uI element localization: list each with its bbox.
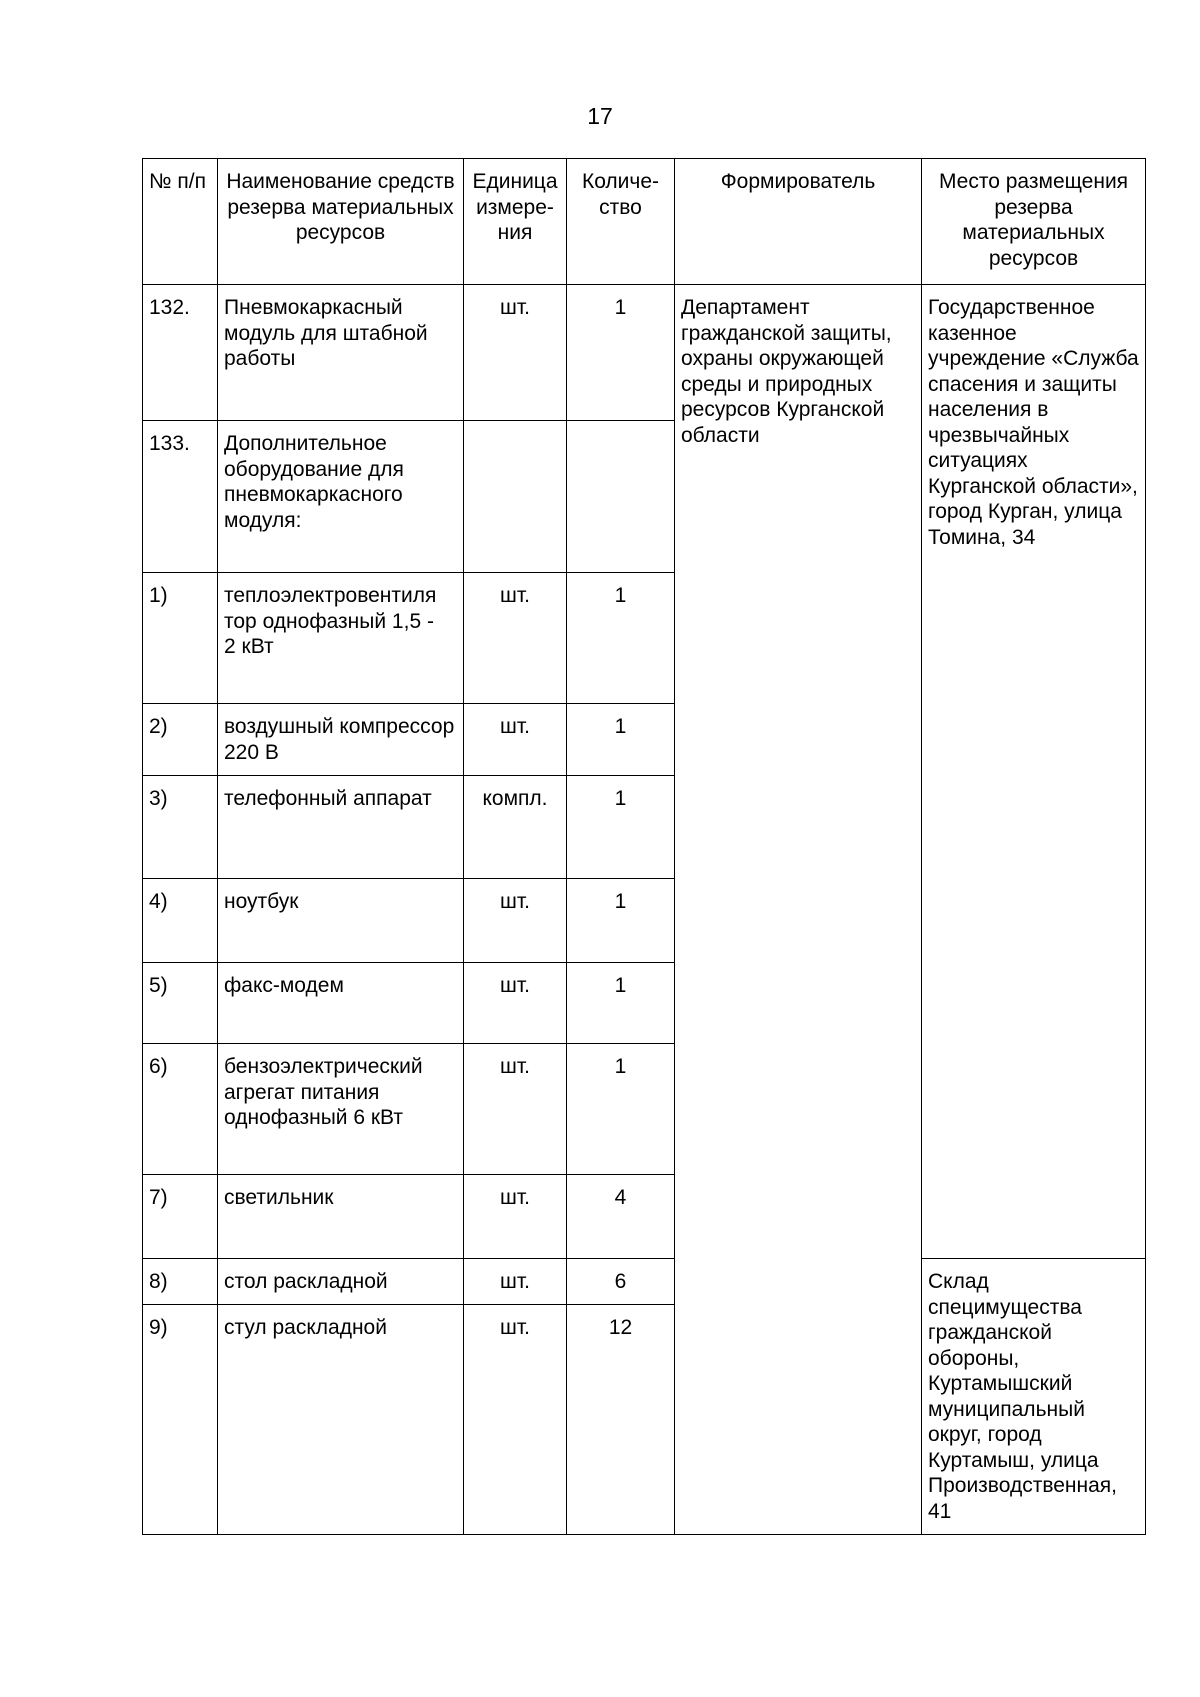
row-unit: шт. — [464, 963, 567, 1044]
row-unit — [464, 421, 567, 573]
row-qty: 1 — [567, 879, 675, 963]
header-unit: Единица измере- ния — [464, 159, 567, 285]
row-num: 4) — [143, 879, 218, 963]
page-number: 17 — [587, 103, 613, 129]
row-name: Пневмокаркасный модуль для штабной работы — [218, 285, 464, 421]
table-row — [143, 1259, 1146, 1305]
row-unit: шт. — [464, 1305, 567, 1535]
row-unit: шт. — [464, 879, 567, 963]
row-name: телефонный аппарат — [218, 776, 464, 879]
row-num: 6) — [143, 1044, 218, 1175]
row-qty: 1 — [567, 704, 675, 776]
row-num: 5) — [143, 963, 218, 1044]
row-num: 2) — [143, 704, 218, 776]
row-qty: 4 — [567, 1175, 675, 1259]
row-name: стол раскладной — [218, 1259, 464, 1305]
row-qty: 1 — [567, 963, 675, 1044]
row-qty: 1 — [567, 776, 675, 879]
row-qty: 1 — [567, 573, 675, 704]
header-location: Место размещения резерва материальных ресурсов — [922, 159, 1146, 285]
row-qty: 1 — [567, 1044, 675, 1175]
reserve-table — [142, 158, 1146, 1535]
row-name: теплоэлектровентиля тор однофазный 1,5 - 2 кВт — [218, 573, 464, 704]
row-num: 132. — [143, 285, 218, 421]
location-cell-1: Государственное казенное учреждение «Служба спасения и защиты населения в чрезвычайных ситуациях Курганской области», город Курган, улица Томина, 34 — [922, 285, 1146, 1259]
row-num: 3) — [143, 776, 218, 879]
row-unit: шт. — [464, 573, 567, 704]
header-name: Наименование средств резерва материальных ресурсов — [218, 159, 464, 285]
row-name: факс-модем — [218, 963, 464, 1044]
table-row — [143, 285, 1146, 421]
table-header-row — [143, 159, 1146, 285]
row-name: светильник — [218, 1175, 464, 1259]
row-name: ноутбук — [218, 879, 464, 963]
row-name: бензоэлектрический агрегат питания однофазный 6 кВт — [218, 1044, 464, 1175]
row-num: 1) — [143, 573, 218, 704]
row-num: 7) — [143, 1175, 218, 1259]
row-qty — [567, 421, 675, 573]
row-unit: шт. — [464, 704, 567, 776]
header-qty: Количе- ство — [567, 159, 675, 285]
row-name: стул раскладной — [218, 1305, 464, 1535]
row-qty: 12 — [567, 1305, 675, 1535]
row-num: 8) — [143, 1259, 218, 1305]
row-name: воздушный компрессор 220 В — [218, 704, 464, 776]
location-cell-2: Склад специмущества гражданской обороны, Куртамышский муниципальный округ, город Куртамыш, улица Производственная, 41 — [922, 1259, 1146, 1535]
row-name: Дополнительное оборудование для пневмокаркасного модуля: — [218, 421, 464, 573]
row-unit: компл. — [464, 776, 567, 879]
header-former: Формирователь — [675, 159, 922, 285]
row-unit: шт. — [464, 1044, 567, 1175]
header-num: № п/п — [143, 159, 218, 285]
row-num: 9) — [143, 1305, 218, 1535]
row-qty: 1 — [567, 285, 675, 421]
row-unit: шт. — [464, 285, 567, 421]
former-cell: Департамент гражданской защиты, охраны окружающей среды и природных ресурсов Курганской области — [675, 285, 922, 1535]
row-unit: шт. — [464, 1175, 567, 1259]
row-unit: шт. — [464, 1259, 567, 1305]
row-num: 133. — [143, 421, 218, 573]
row-qty: 6 — [567, 1259, 675, 1305]
